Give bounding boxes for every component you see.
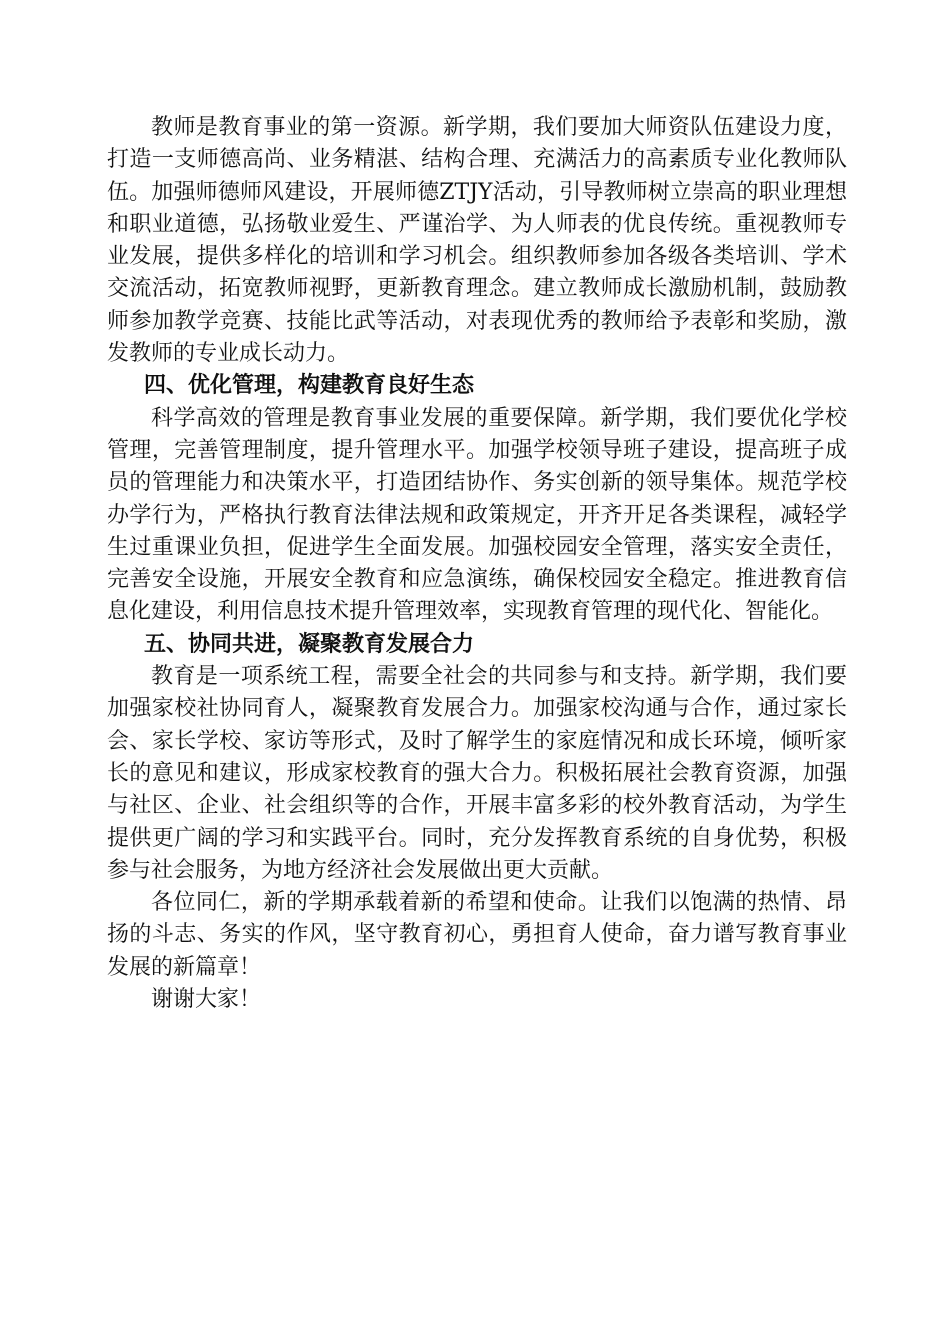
paragraph-collaboration: 教育是一项系统工程，需要全社会的共同参与和支持。新学期，我们要加强家校社协同育人，凝聚教育发展合力。加强家校沟通与合作，通过家长会、家长学校、家访等形式，及时了解学生的家庭情况和成长环境，倾听家长的意见和建议，形成家校教育的强大合力。积极拓展社会教育资源，加强与社区、企业、社会组织等的合作，开展丰富多彩的校外教育活动，为学生提供更广阔的学习和实践平台。同时，充分发挥教育系统的自身优势，积极参与社会服务，为地方经济社会发展做出更大贡献。 bbox=[107, 664, 847, 883]
paragraph-thanks: 谢谢大家！ bbox=[151, 987, 262, 1013]
paragraph-teacher-team: 教师是教育事业的第一资源。新学期，我们要加大师资队伍建设力度，打造一支师德高尚、业务精湛、结构合理、充满活力的高素质专业化教师队伍。加强师德师风建设，开展师德ZTJY活动，引导教师树立崇高的职业理想和职业道德，弘扬敬业爱生、严谨治学、为人师表的优良传统。重视教师专业发展，提供多样化的培训和学习机会。组织教师参加各级各类培训、学术交流活动，拓宽教师视野，更新教育理念。建立教师成长激励机制，鼓励教师参加教学竞赛、技能比武等活动，对表现优秀的教师给予表彰和奖励，激发教师的专业成长动力。 bbox=[107, 115, 847, 367]
paragraph-closing: 各位同仁，新的学期承载着新的希望和使命。让我们以饱满的热情、昂扬的斗志、务实的作风，坚守教育初心，勇担育人使命，奋力谱写教育事业发展的新篇章！ bbox=[107, 890, 847, 980]
section-heading-management: 四、优化管理，构建教育良好生态 bbox=[144, 373, 475, 399]
paragraph-management: 科学高效的管理是教育事业发展的重要保障。新学期，我们要优化学校管理，完善管理制度，提升管理水平。加强学校领导班子建设，提高班子成员的管理能力和决策水平，打造团结协作、务实创新的领导集体。规范学校办学行为，严格执行教育法律法规和政策规定，开齐开足各类课程，减轻学生过重课业负担，促进学生全面发展。加强校园安全管理，落实安全责任，完善安全设施，开展安全教育和应急演练，确保校园安全稳定。推进教育信息化建设，利用信息技术提升管理效率，实现教育管理的现代化、智能化。 bbox=[107, 405, 847, 625]
document-page bbox=[107, 112, 847, 1016]
section-heading-collaboration: 五、协同共进，凝聚教育发展合力 bbox=[144, 631, 475, 657]
